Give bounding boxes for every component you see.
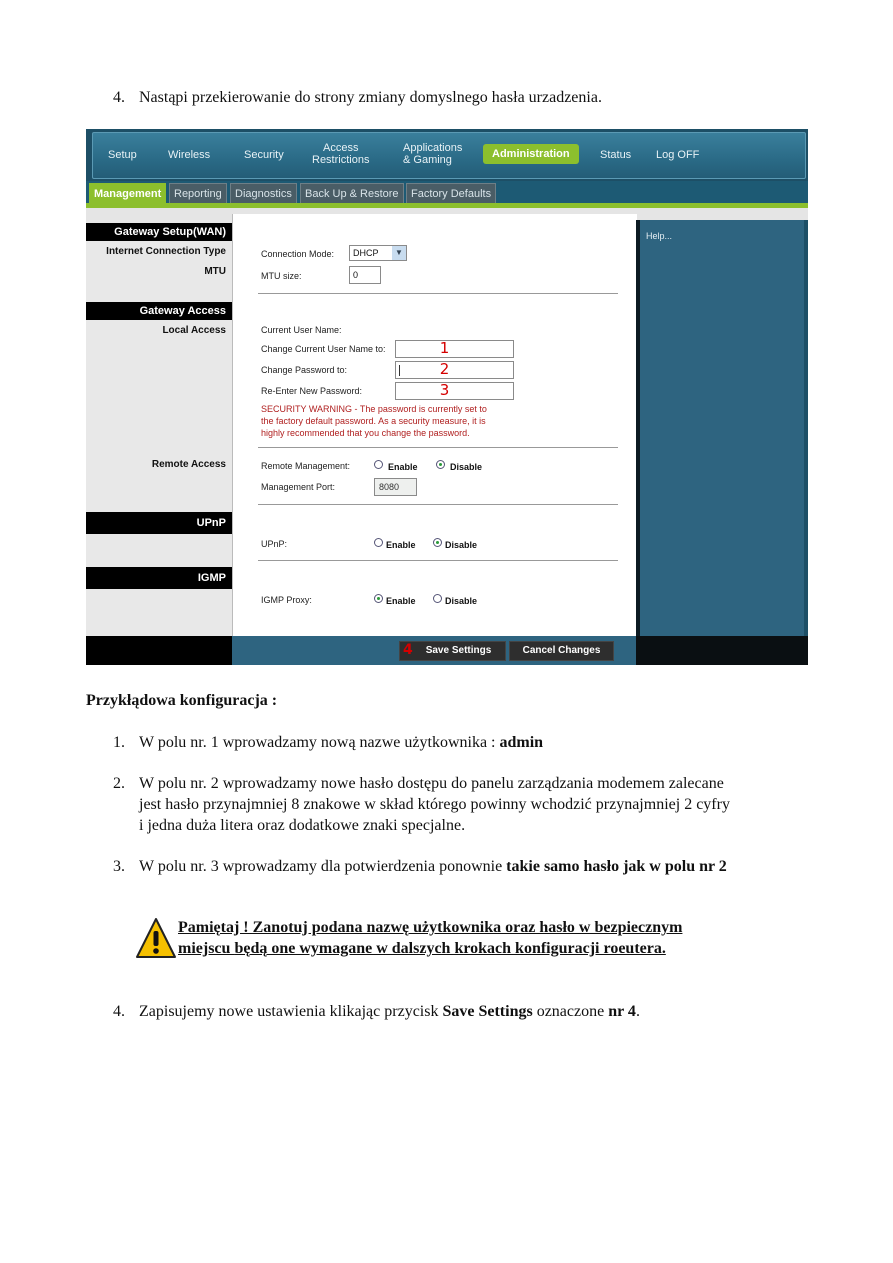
help-panel [636,220,808,636]
change-password-input[interactable] [395,361,514,379]
item-text-line-2: jest hasło przynajmniej 8 znakowe w skład którego powinny wchodzić przynajmniej 2 cyfry [139,796,730,813]
item-bold: takie samo hasło jak w polu nr 2 [506,858,727,875]
connection-mode-value: DHCP [353,248,379,258]
list-item-4 [113,1001,640,1022]
list-item-2 [113,773,724,794]
item-text-line-1: W polu nr. 2 wprowadzamy nowe hasło dostępu do panelu zarządzania modemem zalecane [139,775,724,792]
management-port-label: Management Port: [261,482,336,492]
mtu-size-label: MTU size: [261,271,302,281]
list-number: 1. [113,734,125,751]
save-settings-button[interactable] [399,641,506,661]
igmp-enable-radio[interactable] [374,594,383,603]
warning-line-1: Pamiętaj ! Zanotuj podana nazwę użytkownika oraz hasło w bezpiecznym [178,919,683,936]
tab-reporting[interactable]: Reporting [169,183,227,204]
section-heading: Przykłądowa konfiguracja : [86,692,278,709]
security-warning-line-1: SECURITY WARNING - The password is currently set to [261,404,487,414]
connection-mode-select[interactable] [349,245,407,261]
list-item-3 [113,856,727,877]
marker-3: 3 [439,381,450,399]
change-user-label: Change Current User Name to: [261,344,386,354]
list-number: 4. [113,89,125,106]
item-bold: nr 4 [608,1003,636,1020]
nav-wireless[interactable]: Wireless [168,149,211,161]
nav-label-line2: Restrictions [312,154,370,166]
item-text: Zapisujemy nowe ustawienia klikając przycisk [139,1003,443,1020]
divider [258,293,618,294]
item-text: . [635,1003,640,1020]
help-link[interactable]: Help... [646,231,673,241]
security-warning-line-2: the factory default password. As a security measure, it is [261,416,486,426]
intro-text: Nastąpi przekierowanie do strony zmiany domyslnego hasła urzadzenia. [139,89,602,106]
nav-label-line1: Applications [403,142,463,154]
security-warning-line-3: highly recommended that you change the password. [261,428,470,438]
nav-applications-gaming[interactable] [403,142,462,166]
intro-step-4 [113,87,602,108]
upnp-enable-radio[interactable] [374,538,383,547]
item-text: W polu nr. 3 wprowadzamy dla potwierdzenia ponownie [139,858,507,875]
marker-1: 1 [439,339,450,357]
radio-label: Enable [386,596,416,606]
label-internet-connection-type: Internet Connection Type [106,246,226,257]
item-bold: admin [499,734,544,751]
warning-triangle-icon [135,917,177,964]
router-admin-screenshot [86,129,808,665]
item-bold: Save Settings [442,1003,533,1020]
management-port-input[interactable] [374,478,417,496]
divider [258,560,618,561]
tab-backup-restore[interactable]: Back Up & Restore [300,183,404,204]
change-password-label: Change Password to: [261,365,348,375]
footer-left [86,636,232,665]
nav-administration[interactable]: Administration [483,144,579,164]
mtu-size-input[interactable] [349,266,381,284]
remote-management-enable-radio[interactable] [374,460,383,469]
nav-access-restrictions[interactable] [312,142,369,166]
nav-log-off[interactable]: Log OFF [656,149,700,161]
divider [258,504,618,505]
radio-label: Disable [445,540,478,550]
igmp-proxy-label: IGMP Proxy: [261,595,312,605]
divider [258,447,618,448]
tab-diagnostics[interactable]: Diagnostics [230,183,297,204]
marker-2: 2 [439,360,450,378]
remote-management-disable-radio[interactable] [436,460,445,469]
item-text: oznaczone [532,1003,609,1020]
upnp-disable-radio[interactable] [433,538,442,547]
list-number: 4. [113,1003,125,1020]
list-number: 2. [113,775,125,792]
remote-management-label: Remote Management: [261,461,351,471]
item-text-line-3: i jedna duża litera oraz dodatkowe znaki specjalne. [139,817,466,834]
list-number: 3. [113,858,125,875]
chevron-down-icon: ▼ [392,246,406,260]
connection-mode-label: Connection Mode: [261,249,335,259]
current-user-label: Current User Name: [261,325,342,335]
label-local-access: Local Access [162,325,226,336]
save-settings-label: Save Settings [425,645,492,656]
nav-setup[interactable]: Setup [108,149,137,161]
cancel-changes-button[interactable]: Cancel Changes [509,641,614,661]
section-igmp: IGMP [86,567,232,589]
nav-label-line1: Access [323,142,359,154]
tab-factory-defaults[interactable]: Factory Defaults [406,183,496,204]
settings-form [232,214,637,636]
warning-line-2 [178,938,666,959]
change-username-input[interactable] [395,340,514,358]
footer-right [636,636,808,665]
mtu-size-value: 0 [353,270,359,280]
section-upnp: UPnP [86,512,232,534]
radio-label: Disable [445,596,478,606]
reenter-password-input[interactable] [395,382,514,400]
section-gateway-setup: Gateway Setup(WAN) [86,223,232,241]
frame-edge [804,220,808,636]
nav-label-line2: & Gaming [403,154,452,166]
radio-label: Disable [450,462,483,472]
radio-label: Enable [386,540,416,550]
marker-4: 4 [403,642,413,658]
section-gateway-access: Gateway Access [86,302,232,320]
section-sidebar [86,220,232,636]
reenter-password-label: Re-Enter New Password: [261,386,363,396]
nav-status[interactable]: Status [600,149,632,161]
item-text: W polu nr. 1 wprowadzamy nową nazwe użytkownika : [139,734,500,751]
upnp-label: UPnP: [261,539,288,549]
igmp-disable-radio[interactable] [433,594,442,603]
label-mtu: MTU [204,266,226,277]
tab-management[interactable]: Management [89,183,166,204]
warning-line-2b: będą one wymagane w dalszych krokach konfiguracji roeutera. [234,940,666,957]
nav-security[interactable]: Security [244,149,284,161]
radio-label: Enable [388,462,418,472]
label-remote-access: Remote Access [151,459,226,470]
list-item-1 [113,732,543,753]
warning-line-2a: miejscu [178,940,235,957]
management-port-value: 8080 [379,482,400,492]
